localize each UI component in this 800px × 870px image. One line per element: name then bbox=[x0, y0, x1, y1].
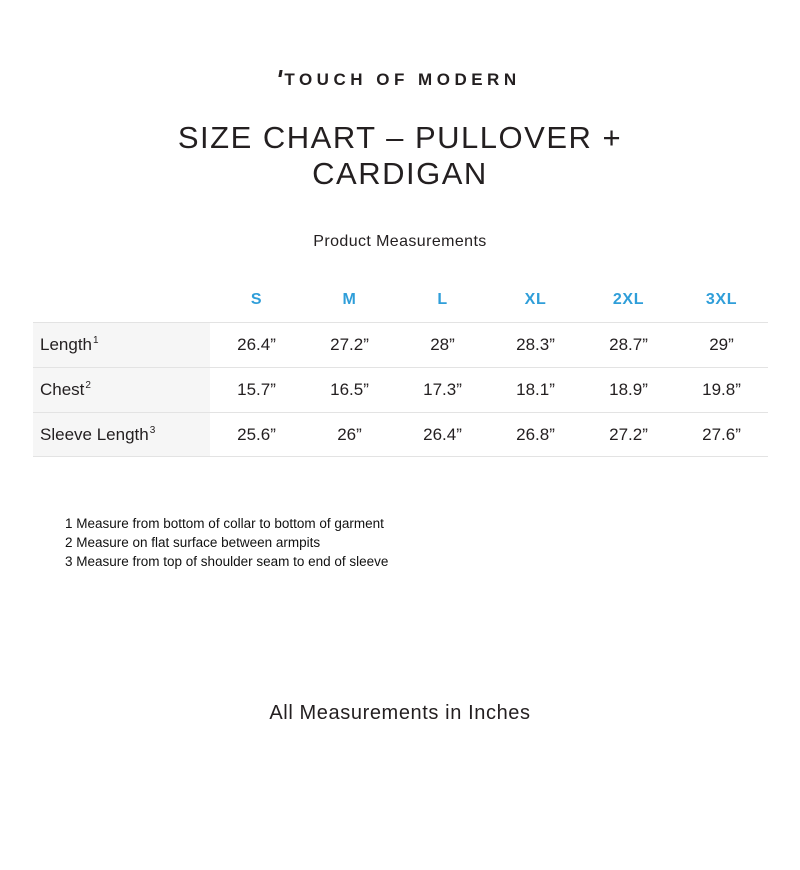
footnote-2: 2 Measure on flat surface between armpits bbox=[65, 535, 321, 550]
sleeve-m: 26” bbox=[303, 412, 396, 457]
units-note: All Measurements in Inches bbox=[269, 702, 531, 724]
page-title bbox=[0, 120, 800, 192]
page-title-line2: CARDIGAN bbox=[312, 156, 488, 191]
footnote-3: 3 Measure from top of shoulder seam to end of sleeve bbox=[65, 554, 389, 569]
brand-logo bbox=[0, 70, 800, 90]
row-label-sleeve-length bbox=[33, 412, 210, 457]
row-label-text: Sleeve Length bbox=[40, 424, 149, 444]
footnote-1: 1 Measure from bottom of collar to bottom of garment bbox=[65, 516, 384, 531]
page-title-line1: SIZE CHART – PULLOVER + bbox=[177, 120, 623, 155]
col-header-3xl: 3XL bbox=[705, 290, 738, 308]
sleeve-s: 25.6” bbox=[210, 412, 303, 457]
row-label-length bbox=[33, 322, 210, 367]
row-label-text: Length bbox=[40, 335, 92, 354]
length-xl: 28.3” bbox=[489, 322, 582, 367]
length-3xl: 29” bbox=[675, 322, 768, 367]
chest-m: 16.5” bbox=[303, 367, 396, 412]
sleeve-xl: 26.8” bbox=[489, 412, 582, 457]
length-s: 26.4” bbox=[210, 322, 303, 367]
sleeve-3xl: 27.6” bbox=[675, 412, 768, 457]
col-header-xl: XL bbox=[524, 290, 547, 308]
col-header-l: L bbox=[437, 290, 448, 308]
col-header-s: S bbox=[250, 290, 263, 308]
corner-cell bbox=[33, 277, 210, 322]
table-heading: Product Measurements bbox=[313, 233, 487, 250]
length-m: 27.2” bbox=[303, 322, 396, 367]
sleeve-l: 26.4” bbox=[396, 412, 489, 457]
chest-3xl: 19.8” bbox=[675, 367, 768, 412]
sleeve-2xl: 27.2” bbox=[582, 412, 675, 457]
footnote-ref: 2 bbox=[85, 380, 91, 391]
length-l: 28” bbox=[396, 322, 489, 367]
row-label-text: Chest bbox=[40, 380, 85, 399]
footnote-ref: 3 bbox=[149, 424, 156, 436]
length-2xl: 28.7” bbox=[582, 322, 675, 367]
size-chart-page bbox=[0, 70, 800, 870]
col-header-2xl: 2XL bbox=[612, 290, 645, 308]
chest-l: 17.3” bbox=[396, 367, 489, 412]
footnotes bbox=[65, 514, 800, 571]
col-header-m: M bbox=[342, 290, 357, 308]
chest-s: 15.7” bbox=[210, 367, 303, 412]
footnote-ref: 1 bbox=[93, 335, 99, 346]
chest-xl: 18.1” bbox=[489, 367, 582, 412]
logo-tick-icon bbox=[279, 70, 283, 77]
measurements-table bbox=[33, 277, 768, 457]
brand-logo-text: TOUCH OF MODERN bbox=[284, 70, 521, 89]
row-label-chest bbox=[33, 367, 210, 412]
chest-2xl: 18.9” bbox=[582, 367, 675, 412]
